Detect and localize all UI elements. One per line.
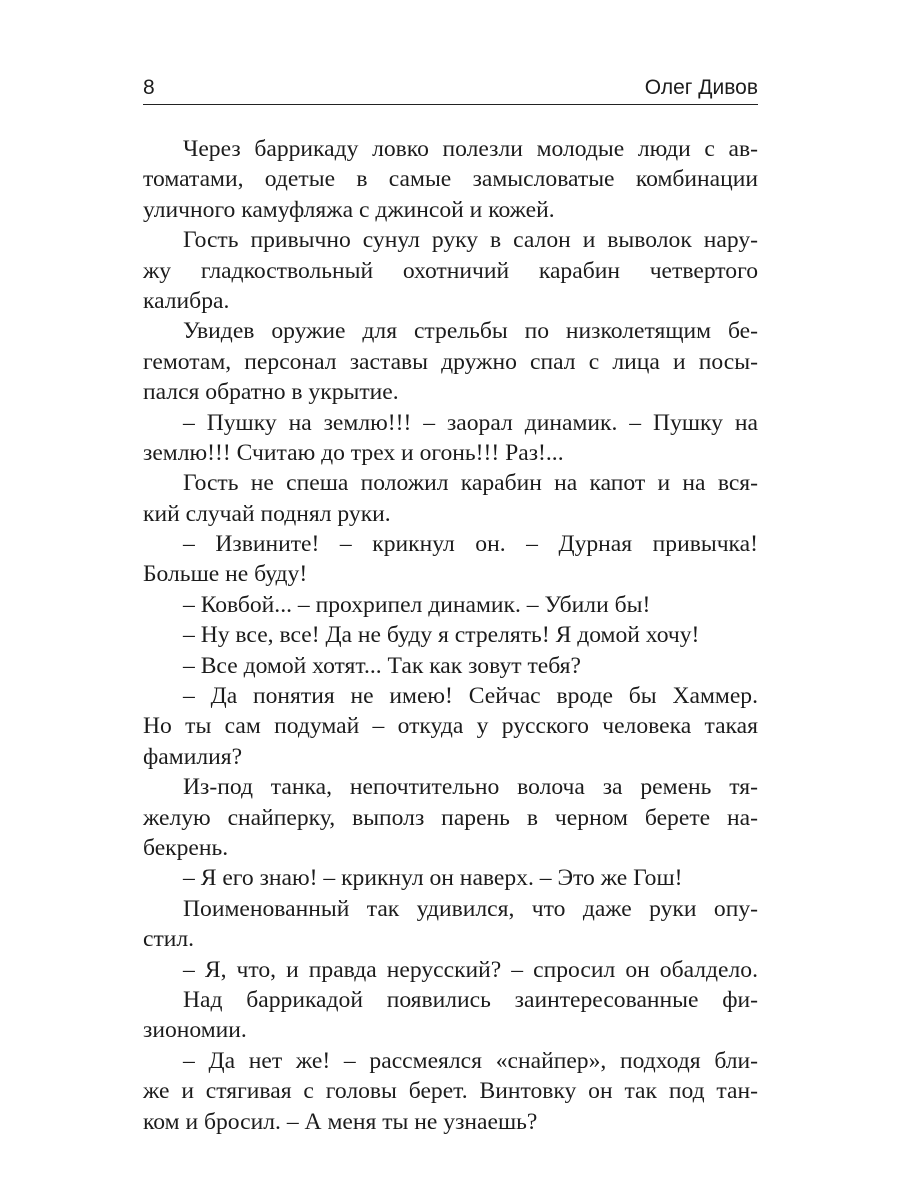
text-line: Гость привычно сунул руку в салон и выволок нару- [183, 227, 758, 254]
text-line: уличного камуфляжа с джинсой и кожей. [143, 196, 555, 223]
text-line: Увидев оружие для стрельбы по низколетящим бе- [183, 318, 758, 345]
text-line: Через баррикаду ловко полезли молодые люди с ав- [183, 136, 758, 162]
text-line: Больше не буду! [143, 561, 308, 588]
text-line: зиономии. [143, 1017, 247, 1044]
text-line: бекрень. [143, 834, 229, 861]
text-line: – Да нет же! – рассмеялся «снайпер», подходя бли- [183, 1047, 758, 1074]
text-line: фамилия? [143, 743, 243, 770]
text-line: пался обратно в укрытие. [143, 379, 399, 406]
text-line: калибра. [143, 287, 230, 314]
running-head [143, 70, 758, 104]
text-line: – Пушку на землю!!! – заорал динамик. – Пушку на [183, 409, 758, 436]
text-line: стил. [143, 926, 195, 953]
text-line: Гость не спеша положил карабин на капот и на вся- [183, 470, 758, 497]
text-line: Но ты сам подумай – откуда у русского человека такая [143, 713, 758, 740]
text-line: желую снайперку, выполз парень в черном берете на- [143, 804, 758, 831]
text-line: томатами, одетые в самые замысловатые комбинации [143, 166, 758, 193]
body-text [143, 134, 758, 1137]
header-rule [143, 104, 758, 105]
author-name: Олег Дивов [644, 76, 758, 99]
text-line: – Ну все, все! Да не буду я стрелять! Я домой хочу! [183, 622, 700, 649]
text-line: землю!!! Считаю до трех и огонь!!! Раз!... [143, 439, 564, 466]
text-line: Из-под танка, непочтительно волоча за ремень тя- [183, 774, 758, 801]
text-line: Над баррикадой появились заинтересованные фи- [183, 986, 758, 1013]
text-line: жу гладкоствольный охотничий карабин четвертого [143, 257, 758, 284]
text-line: – Все домой хотят... Так как зовут тебя? [183, 652, 581, 679]
text-line: гемотам, персонал заставы дружно спал с лица и посы- [143, 348, 758, 375]
text-line: же и стягивая с головы берет. Винтовку он так под тан- [143, 1078, 758, 1105]
text-line: кий случай поднял руки. [143, 500, 391, 527]
text-line: Поименованный так удивился, что даже руки опу- [183, 895, 758, 922]
page-number: 8 [143, 76, 155, 99]
text-line: – Извините! – крикнул он. – Дурная привычка! [183, 531, 758, 558]
text-line: ком и бросил. – А меня ты не узнаешь? [143, 1108, 538, 1135]
text-line: – Ковбой... – прохрипел динамик. – Убили бы! [183, 591, 651, 618]
text-line: – Я, что, и правда нерусский? – спросил он обалдело. [183, 956, 758, 983]
text-line: – Я его знаю! – крикнул он наверх. – Это же Гош! [183, 865, 683, 892]
text-line: – Да понятия не имею! Сейчас вроде бы Хаммер. [183, 683, 758, 710]
